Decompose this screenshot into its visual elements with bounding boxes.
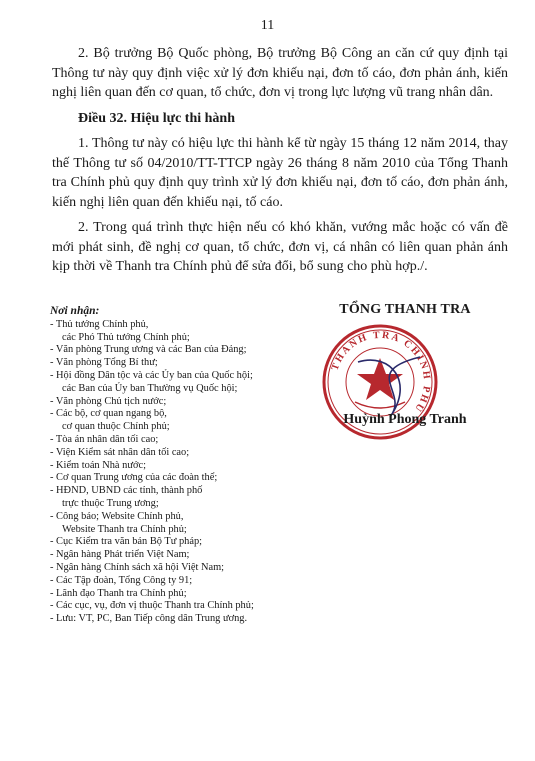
recipient-line: - Văn phòng Trung ương và các Ban của Đảng; (50, 344, 247, 356)
recipient-line: - Các bộ, cơ quan ngang bộ, (50, 408, 167, 420)
signer-name: Huỳnh Phong Tranh (343, 412, 467, 427)
recipient-subline: các Ban của Ủy ban Thường vụ Quốc hội; (62, 382, 238, 394)
recipient-line: - Lưu: VT, PC, Ban Tiếp công dân Trung ương. (50, 613, 248, 625)
signer-title: TỔNG THANH TRA (339, 302, 471, 317)
recipient-line: - Cơ quan Trung ương của các đoàn thể; (50, 472, 218, 484)
document-body (52, 44, 508, 283)
svg-text:THANH TRA CHÍNH PHỦ: THANH TRA CHÍNH PHỦ (329, 329, 433, 415)
recipient-subline: cơ quan thuộc Chính phủ; (62, 421, 170, 433)
paragraph-clause-2: 2. Bộ trưởng Bộ Quốc phòng, Bộ trưởng Bộ Công an căn cứ quy định tại Thông tư này quy định việc xử lý đơn khiếu nại, đơn tố cáo, đơn phản ánh, kiến nghị liên quan đến cơ quan, tổ chức, đơn vị trong lực lượng vũ trang nhân dân. (52, 46, 508, 100)
recipient-line: - Viện Kiểm sát nhân dân tối cao; (50, 446, 190, 458)
recipient-subline: các Phó Thủ tướng Chính phủ; (62, 331, 190, 343)
paragraph-effect: 1. Thông tư này có hiệu lực thi hành kể từ ngày 15 tháng 12 năm 2014, thay thế Thông tư số 04/2010/TT-TTCP ngày 26 tháng 8 năm 2010 của Tổng Thanh tra Chính phủ quy định quy trình xử lý đơn khiếu nại, đơn tố cáo, đơn phản ánh, kiến nghị liên quan đến khiếu nại, tố cáo. (52, 136, 508, 210)
page-number: 11 (260, 18, 275, 33)
recipient-item (50, 472, 290, 485)
recipient-item (50, 408, 290, 434)
recipient-item (50, 485, 290, 511)
recipient-line: - Hội đồng Dân tộc và các Ủy ban của Quốc hội; (50, 369, 253, 381)
article-title: Điều 32. Hiệu lực thi hành (78, 110, 235, 126)
recipient-line: - Cục Kiểm tra văn bản Bộ Tư pháp; (50, 536, 203, 548)
recipient-item (50, 600, 290, 613)
recipient-item (50, 319, 290, 345)
recipient-item (50, 562, 290, 575)
recipient-item (50, 357, 290, 370)
seal-star-icon (357, 358, 403, 400)
recipient-line: - Lãnh đạo Thanh tra Chính phủ; (50, 587, 187, 599)
recipient-line: - Kiểm toán Nhà nước; (50, 459, 146, 471)
recipients-list (50, 305, 290, 626)
recipient-line: - Các Tập đoàn, Tổng Công ty 91; (50, 574, 193, 586)
recipient-line: - Các cục, vụ, đơn vị thuộc Thanh tra Chính phủ; (50, 600, 254, 612)
recipient-item (50, 549, 290, 562)
recipient-line: - Ngân hàng Chính sách xã hội Việt Nam; (50, 561, 225, 573)
recipient-item (50, 575, 290, 588)
recipient-item (50, 613, 290, 626)
recipient-item (50, 344, 290, 357)
recipient-subline: trực thuộc Trung ương; (62, 497, 159, 509)
recipient-items (50, 319, 290, 626)
recipient-item (50, 460, 290, 473)
recipient-line: - Ngân hàng Phát triển Việt Nam; (50, 549, 190, 561)
signature-block (300, 302, 510, 427)
recipient-item (50, 511, 290, 537)
recipient-item (50, 370, 290, 396)
recipient-subline: Website Thanh tra Chính phủ; (62, 523, 187, 535)
recipient-item (50, 447, 290, 460)
recipient-line: - Công báo; Website Chính phủ, (50, 510, 184, 522)
recipient-line: - HĐND, UBND các tỉnh, thành phố (50, 485, 203, 497)
recipient-line: - Thủ tướng Chính phủ, (50, 318, 149, 330)
recipient-item (50, 396, 290, 409)
recipient-line: - Văn phòng Tổng Bí thư; (50, 357, 158, 369)
recipients-heading: Nơi nhận: (50, 305, 100, 317)
recipient-item (50, 536, 290, 549)
paragraph-implementation: 2. Trong quá trình thực hiện nếu có khó khăn, vướng mắc hoặc có vấn đề mới phát sinh, đề nghị cơ quan, tổ chức, đơn vị, cá nhân có liên quan phản ánh kịp thời về Thanh tra Chính phủ để sửa đổi, bổ sung cho phù hợp./. (52, 220, 508, 274)
recipient-line: - Văn phòng Chủ tịch nước; (50, 395, 167, 407)
recipient-line: - Tòa án nhân dân tối cao; (50, 433, 159, 445)
recipient-item (50, 434, 290, 447)
recipient-item (50, 588, 290, 601)
